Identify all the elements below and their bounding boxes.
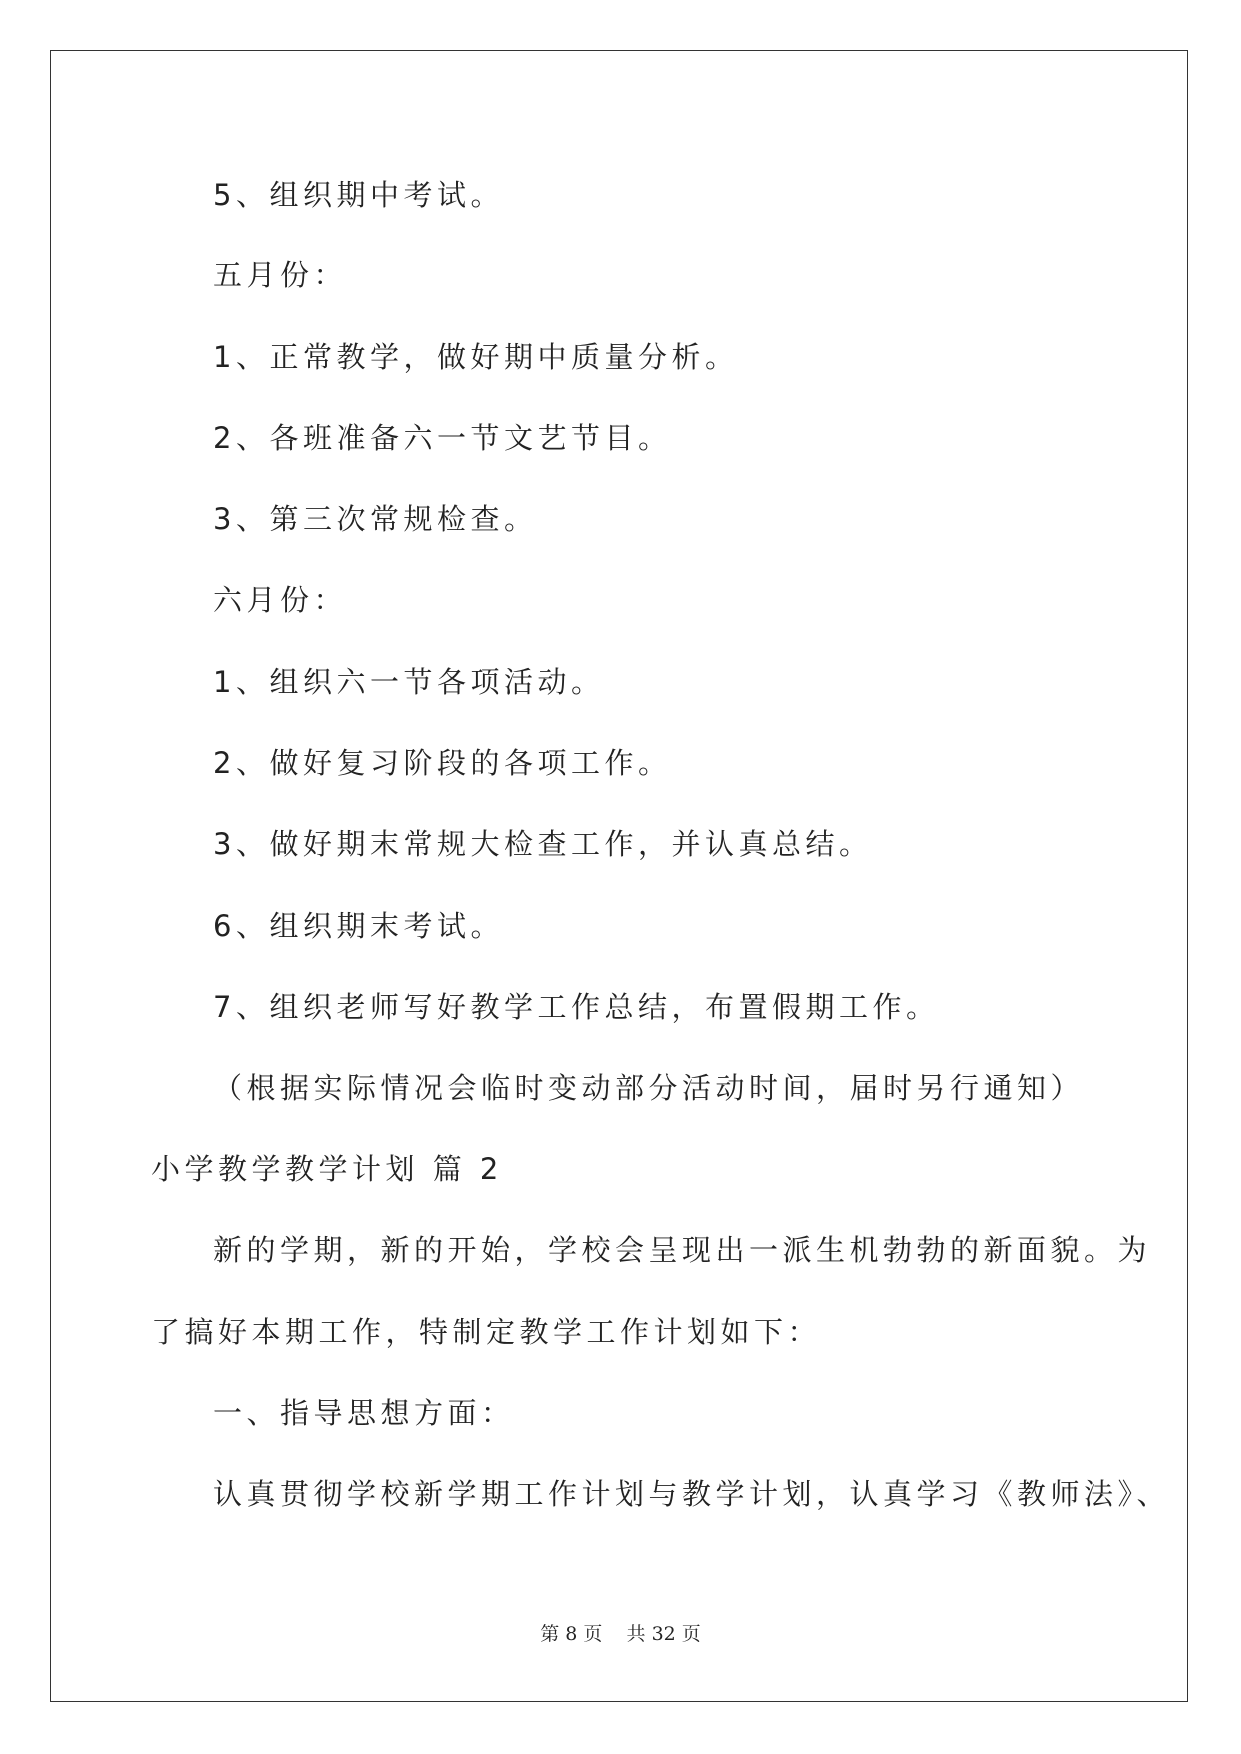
list-item: 1、正常教学，做好期中质量分析。 [213,340,739,374]
list-item: 3、第三次常规检查。 [213,502,538,536]
list-item: 1、组织六一节各项活动。 [213,665,605,699]
list-item: 5、组织期中考试。 [213,178,504,212]
section-heading: 小学教学教学计划 篇 2 [151,1152,503,1186]
section-label-may: 五月份： [213,258,348,292]
page-number: 第 8 页 共 32 页 [540,1623,701,1645]
list-item: 7、组织老师写好教学工作总结，布置假期工作。 [213,990,940,1024]
note-text: （根据实际情况会临时变动部分活动时间，届时另行通知） [213,1071,1085,1105]
paragraph-line: 认真贯彻学校新学期工作计划与教学计划，认真学习《教师法》、 [213,1477,1171,1511]
subsection-heading: 一、指导思想方面： [213,1396,515,1430]
page-border [50,50,1188,1702]
paragraph-line: 了搞好本期工作，特制定教学工作计划如下： [151,1315,822,1349]
page-footer [0,1622,1241,1646]
list-item: 3、做好期末常规大检查工作，并认真总结。 [213,827,873,861]
list-item: 2、做好复习阶段的各项工作。 [213,746,672,780]
paragraph-line: 新的学期，新的开始，学校会呈现出一派生机勃勃的新面貌。为 [213,1233,1152,1267]
list-item: 6、组织期末考试。 [213,909,504,943]
list-item: 2、各班准备六一节文艺节目。 [213,421,672,455]
section-label-june: 六月份： [213,583,348,617]
